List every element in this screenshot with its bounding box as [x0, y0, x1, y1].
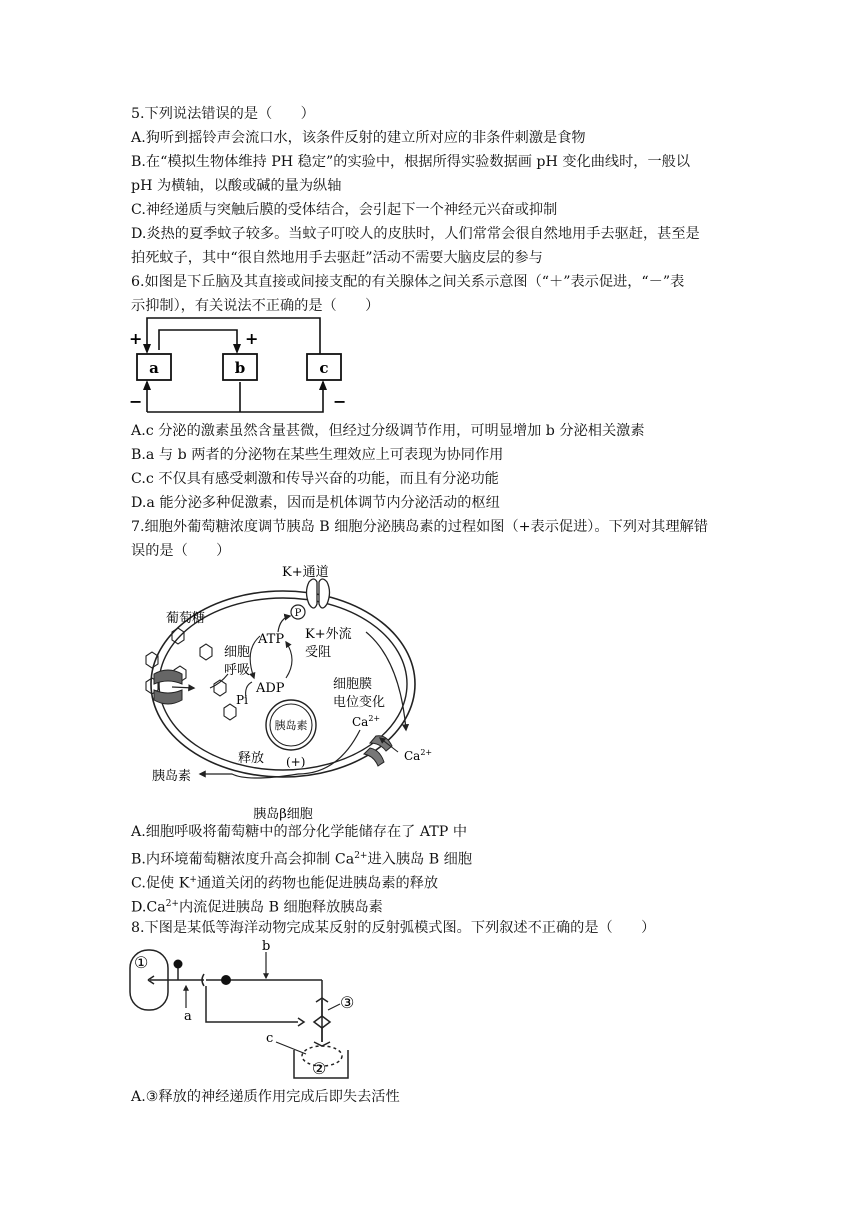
- q6-box-c-label: c: [319, 359, 329, 377]
- q5-option-c: C.神经递质与突触后膜的受体结合，会引起下一个神经元兴奋或抑制: [131, 202, 558, 218]
- q5-option-b-line2: pH 为横轴，以酸或碱的量为纵轴: [131, 178, 342, 194]
- q7-cell-diagram: [128, 560, 448, 822]
- adp-label: ADP: [256, 681, 285, 696]
- q6-plus-sign-b: +: [245, 329, 259, 348]
- pi-label: Pi: [236, 693, 248, 707]
- label-c: c: [266, 1031, 274, 1046]
- q5-option-d-line1: D.炎热的夏季蚊子较多。当蚊子叮咬人的皮肤时，人们常常会很自然地用手去驱赶，甚至是: [131, 226, 700, 242]
- q6-box-a-label: a: [149, 359, 159, 377]
- cell-caption: 胰岛β细胞: [253, 807, 313, 822]
- label-b: b: [262, 939, 271, 954]
- q7-option-c: C.促使 K+通道关闭的药物也能促进胰岛素的释放: [131, 875, 439, 892]
- label-a: a: [184, 1009, 192, 1024]
- q8-reflex-arc-diagram: [126, 938, 366, 1086]
- q7-option-d: $D.Ca^{2+}$内流促进胰岛 B 细胞释放胰岛素: [131, 899, 383, 916]
- q5-stem: 5.下列说法错误的是（ ）: [131, 106, 315, 122]
- k-channel-label: K+通道: [282, 565, 329, 580]
- calcium-outside-label: $Ca^{2+}$: [404, 748, 433, 763]
- label-2: ②: [312, 1059, 327, 1078]
- respiration-label-line2: 呼吸: [224, 663, 251, 678]
- label-3: ③: [340, 993, 355, 1012]
- q6-option-a: A.c 分泌的激素虽然含量甚微，但经过分级调节作用，可明显增加 b 分泌相关激素: [131, 423, 645, 439]
- membrane-potential-label-line1: 细胞膜: [333, 677, 373, 692]
- calcium-channel-icon: [364, 736, 392, 766]
- q6-stem-line2: 示抑制），有关说法不正确的是（ ）: [131, 298, 380, 314]
- release-label: 释放: [238, 751, 265, 766]
- q5-option-d-line2: 拍死蚊子，其中“很自然地用手去驱赶”活动不需要大脑皮层的参与: [131, 250, 543, 266]
- k-outflow-label-line2: 受阻: [305, 645, 332, 660]
- q7-stem-line1: 7.细胞外葡萄糖浓度调节胰岛 B 细胞分泌胰岛素的过程如图（+表示促进）。下列对其理解错: [131, 519, 708, 535]
- label-1: ①: [134, 953, 149, 972]
- q6-option-c: C.c 不仅具有感受刺激和传导兴奋的功能，而且有分泌功能: [131, 471, 499, 487]
- q6-box-b-label: b: [234, 359, 246, 377]
- q6-minus-sign-c: −: [333, 392, 347, 411]
- q8-option-a: A.③释放的神经递质作用完成后即失去活性: [131, 1089, 400, 1105]
- q6-minus-sign-a: −: [129, 392, 143, 411]
- q5-option-a: A.狗听到摇铃声会流口水，该条件反射的建立所对应的非条件刺激是食物: [131, 130, 586, 146]
- phosphate-label: P: [294, 608, 302, 619]
- q6-diagram: [125, 314, 365, 418]
- q6-option-b: B.a 与 b 两者的分泌物在某些生理效应上可表现为协同作用: [131, 447, 504, 463]
- q6-option-d: D.a 能分泌多种促激素，因而是机体调节内分泌活动的枢纽: [131, 495, 500, 511]
- q6-stem-line1: 6.如图是下丘脑及其直接或间接支配的有关腺体之间关系示意图（“＋”表示促进，“－”表: [131, 274, 685, 290]
- glucose-label: 葡萄糖: [166, 611, 206, 626]
- insulin-secreted-label: 胰岛素: [152, 769, 192, 784]
- q7-stem-line2: 误的是（ ）: [131, 543, 231, 559]
- q5-option-b-line1: B.在“模拟生物体维持 PH 稳定”的实验中，根据所得实验数据画 pH 变化曲线时，一般以: [131, 154, 691, 170]
- q6-plus-sign-a: +: [129, 329, 143, 348]
- k-channel-icon: [307, 579, 330, 608]
- calcium-inside-label: $Ca^{2+}$: [352, 714, 381, 729]
- respiration-label-line1: 细胞: [224, 645, 251, 660]
- q8-stem: 8.下图是某低等海洋动物完成某反射的反射弧模式图。下列叙述不正确的是（ ）: [131, 920, 656, 936]
- q7-option-b: B.内环境葡萄糖浓度升高会抑制 $Ca^{2+}$进入胰岛 B 细胞: [131, 851, 473, 868]
- k-outflow-label-line1: K+外流: [305, 627, 352, 642]
- promotion-sign: (+): [286, 755, 306, 769]
- membrane-potential-label-line2: 电位变化: [333, 695, 386, 710]
- atp-label: ATP: [258, 632, 285, 647]
- insulin-vesicle-label: 胰岛素: [274, 719, 308, 732]
- q7-option-a: A.细胞呼吸将葡萄糖中的部分化学能储存在了 ATP 中: [131, 824, 468, 840]
